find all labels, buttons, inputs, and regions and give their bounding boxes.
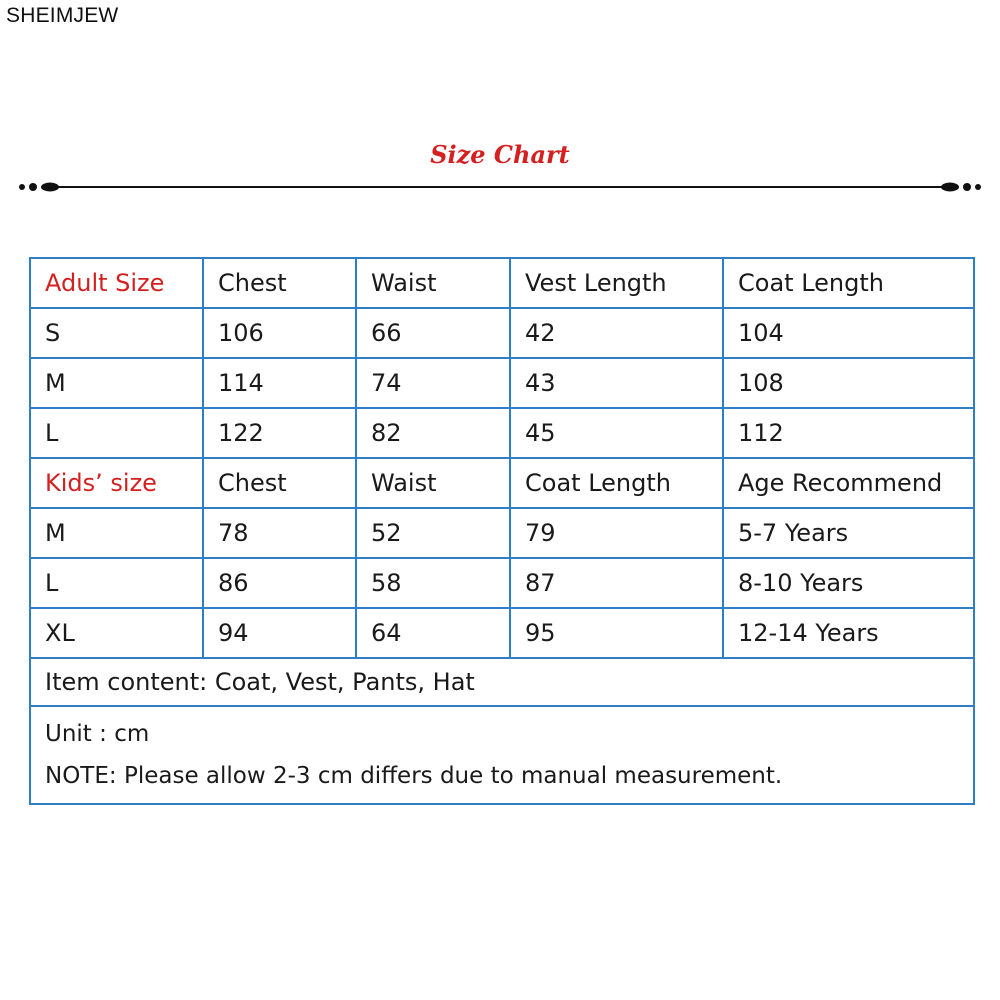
chest-cell: 86 bbox=[203, 558, 356, 608]
column-header: Waist bbox=[356, 258, 510, 308]
table-row bbox=[30, 408, 974, 458]
age-recommend-cell: 5-7 Years bbox=[723, 508, 974, 558]
table-row bbox=[30, 558, 974, 608]
chest-cell: 122 bbox=[203, 408, 356, 458]
column-header: Coat Length bbox=[723, 258, 974, 308]
kids-size-label: Kids’ size bbox=[30, 458, 203, 508]
divider-dot bbox=[29, 183, 37, 191]
table-row bbox=[30, 608, 974, 658]
column-header: Chest bbox=[203, 458, 356, 508]
chest-cell: 114 bbox=[203, 358, 356, 408]
coat-length-cell: 108 bbox=[723, 358, 974, 408]
size-cell: L bbox=[30, 558, 203, 608]
divider-dot bbox=[19, 184, 25, 190]
waist-cell: 64 bbox=[356, 608, 510, 658]
vest-length-cell: 45 bbox=[510, 408, 723, 458]
item-content-row bbox=[30, 658, 974, 706]
table-row bbox=[30, 508, 974, 558]
notes-row bbox=[30, 706, 974, 804]
table-row bbox=[30, 308, 974, 358]
age-recommend-cell: 8-10 Years bbox=[723, 558, 974, 608]
chest-cell: 94 bbox=[203, 608, 356, 658]
adult-header-row bbox=[30, 258, 974, 308]
waist-cell: 74 bbox=[356, 358, 510, 408]
measurement-note: NOTE: Please allow 2-3 cm differs due to manual measurement. bbox=[45, 763, 783, 789]
column-header: Vest Length bbox=[510, 258, 723, 308]
size-cell: S bbox=[30, 308, 203, 358]
coat-length-cell: 95 bbox=[510, 608, 723, 658]
age-recommend-cell: 12-14 Years bbox=[723, 608, 974, 658]
waist-cell: 58 bbox=[356, 558, 510, 608]
size-cell: M bbox=[30, 358, 203, 408]
brand-watermark: SHEIMJEW bbox=[6, 4, 119, 27]
coat-length-cell: 104 bbox=[723, 308, 974, 358]
size-cell: L bbox=[30, 408, 203, 458]
size-cell: XL bbox=[30, 608, 203, 658]
coat-length-cell: 112 bbox=[723, 408, 974, 458]
divider-dot bbox=[963, 183, 971, 191]
column-header: Chest bbox=[203, 258, 356, 308]
column-header: Age Recommend bbox=[723, 458, 974, 508]
chest-cell: 78 bbox=[203, 508, 356, 558]
column-header: Coat Length bbox=[510, 458, 723, 508]
table-row bbox=[30, 358, 974, 408]
size-table bbox=[29, 257, 975, 805]
size-cell: M bbox=[30, 508, 203, 558]
notes-cell bbox=[30, 706, 974, 804]
vest-length-cell: 43 bbox=[510, 358, 723, 408]
divider-dot bbox=[975, 184, 981, 190]
adult-size-label: Adult Size bbox=[30, 258, 203, 308]
waist-cell: 52 bbox=[356, 508, 510, 558]
coat-length-cell: 79 bbox=[510, 508, 723, 558]
item-content-cell: Item content: Coat, Vest, Pants, Hat bbox=[30, 658, 974, 706]
kids-header-row bbox=[30, 458, 974, 508]
vest-length-cell: 42 bbox=[510, 308, 723, 358]
coat-length-cell: 87 bbox=[510, 558, 723, 608]
waist-cell: 66 bbox=[356, 308, 510, 358]
ornamental-divider bbox=[16, 177, 984, 197]
column-header: Waist bbox=[356, 458, 510, 508]
chest-cell: 106 bbox=[203, 308, 356, 358]
waist-cell: 82 bbox=[356, 408, 510, 458]
unit-text: Unit : cm bbox=[45, 721, 150, 747]
page-title: Size Chart bbox=[430, 140, 570, 169]
divider-dot bbox=[941, 183, 959, 192]
